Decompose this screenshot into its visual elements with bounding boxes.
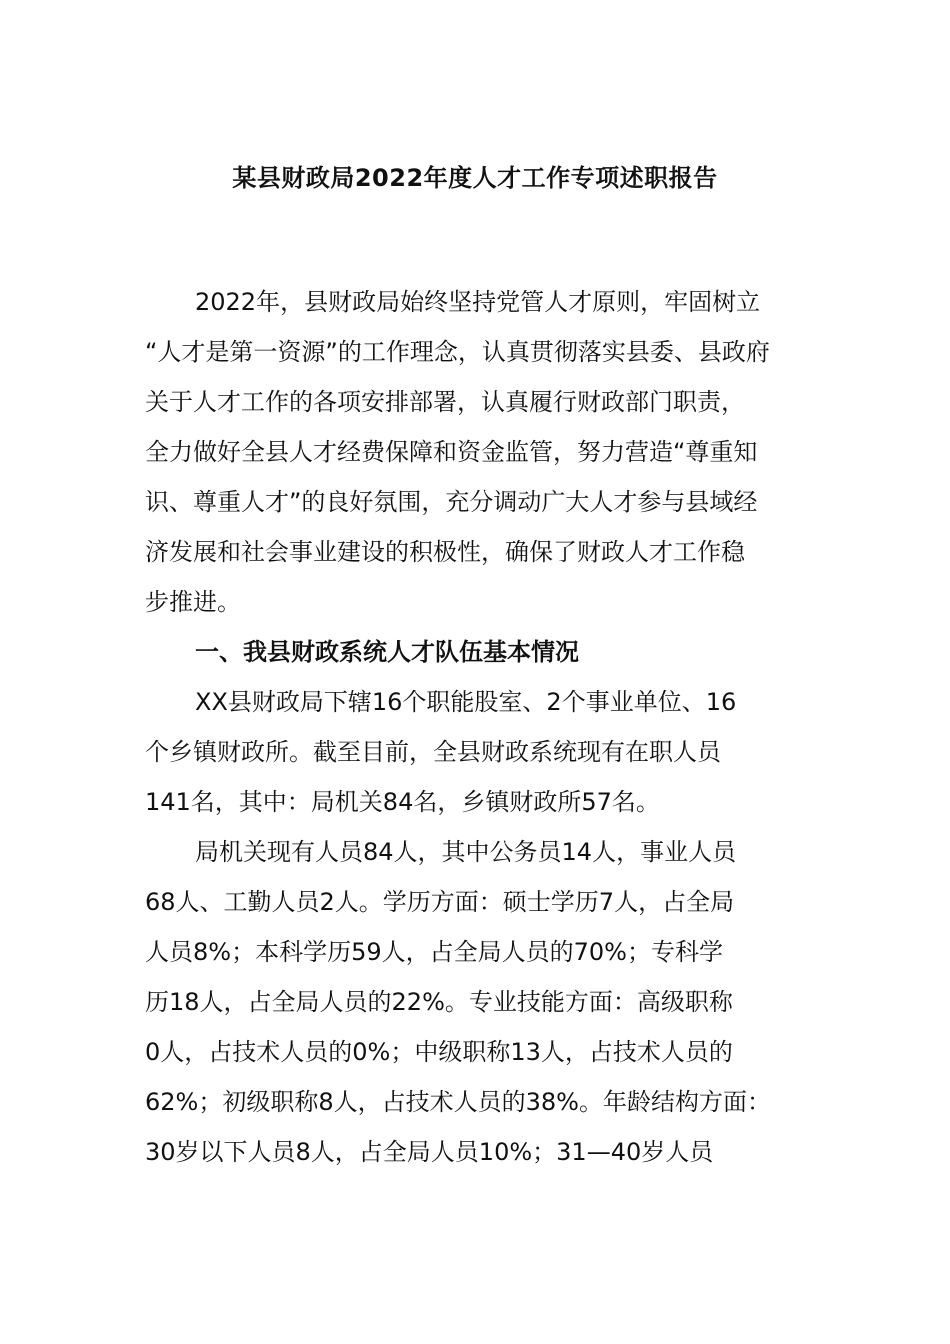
- paragraph-2-line-3: 141名，其中：局机关84名，乡镇财政所57名。: [145, 788, 660, 816]
- paragraph-1-line-2: “人才是第一资源”的工作理念，认真贯彻落实县委、县政府: [145, 338, 770, 366]
- paragraph-3-line-2: 68人、工勤人员2人。学历方面：硕士学历7人，占全局: [145, 888, 735, 916]
- section-heading-1: 一、我县财政系统人才队伍基本情况: [195, 638, 579, 666]
- document-title: 某县财政局2022年度人才工作专项述职报告: [232, 164, 718, 192]
- paragraph-1-line-6: 济发展和社会事业建设的积极性，确保了财政人才工作稳: [145, 538, 745, 566]
- paragraph-3-line-1: 局机关现有人员84人，其中公务员14人，事业人员: [195, 838, 737, 866]
- paragraph-3-line-7: 30岁以下人员8人，占全局人员10%；31—40岁人员: [145, 1138, 714, 1166]
- paragraph-1-line-5: 识、尊重人才”的良好氛围，充分调动广大人才参与县域经: [145, 488, 758, 516]
- paragraph-1-line-3: 关于人才工作的各项安排部署，认真履行财政部门职责，: [145, 388, 745, 416]
- paragraph-2-line-1: XX县财政局下辖16个职能股室、2个事业单位、16: [195, 688, 737, 716]
- paragraph-3-line-3: 人员8%；本科学历59人，占全局人员的70%；专科学: [145, 938, 723, 966]
- paragraph-3-line-6: 62%；初级职称8人，占技术人员的38%。年龄结构方面：: [145, 1088, 771, 1116]
- paragraph-1-line-1: 2022年，县财政局始终坚持党管人才原则，牢固树立: [195, 288, 761, 316]
- paragraph-2-line-2: 个乡镇财政所。截至目前，全县财政系统现有在职人员: [145, 738, 721, 766]
- paragraph-1-line-4: 全力做好全县人才经费保障和资金监管，努力营造“尊重知: [145, 438, 758, 466]
- paragraph-1-line-7: 步推进。: [145, 588, 241, 616]
- paragraph-3-line-5: 0人，占技术人员的0%；中级职称13人，占技术人员的: [145, 1038, 733, 1066]
- paragraph-3-line-4: 历18人，占全局人员的22%。专业技能方面：高级职称: [145, 988, 733, 1016]
